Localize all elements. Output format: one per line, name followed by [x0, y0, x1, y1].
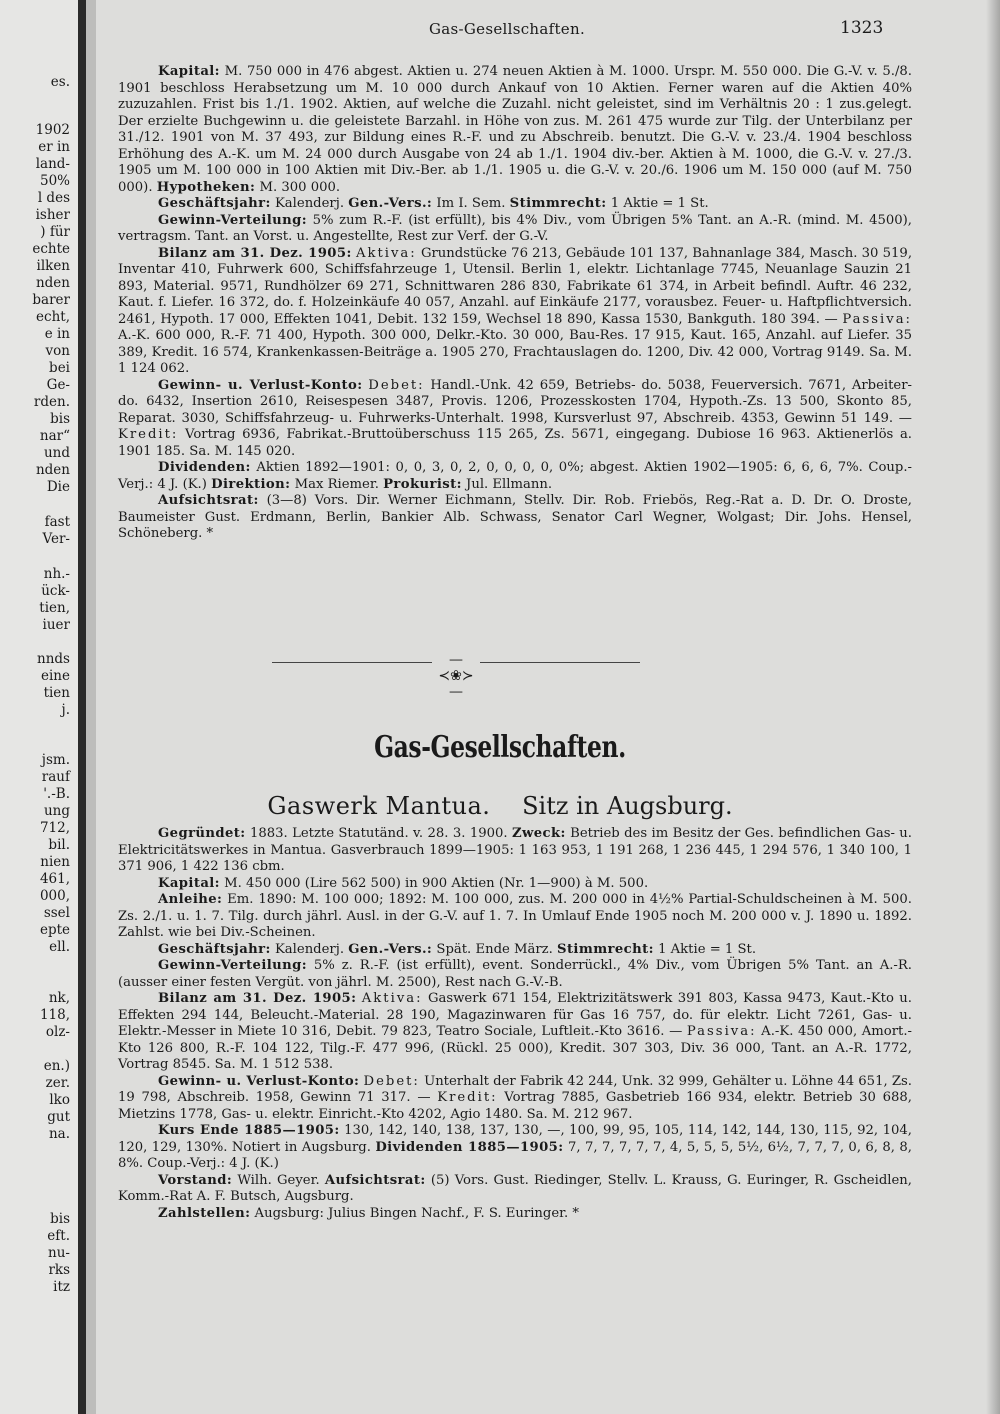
previous-page-fragment: 000, — [39, 888, 70, 904]
previous-page-fragment: na. — [48, 1126, 70, 1142]
passiva-text: A.-K. 600 000, R.-F. 71 400, Hypoth. 300 000, Delkr.-Kto. 30 000, Bau-Res. 17 915, Kaut. 165, Anzahl. auf Liefer. 35 389, Kredit. 16 574, Krankenkassen-Beiträge a. 1905 270, Frachtauslagen do. 1200, Div. 42 000, Vortrag 9149. Sa. M. 1 124 062. — [118, 328, 912, 376]
previous-page-fragment: echt, — [36, 309, 70, 325]
previous-page-fragment: 50% — [39, 173, 70, 189]
previous-page-fragment: nnds — [37, 651, 70, 667]
previous-page-fragment: nien — [40, 854, 70, 870]
previous-page-fragment: 1902 — [35, 122, 70, 138]
dividenden-paragraph — [118, 460, 912, 493]
zweck-label: Zweck: — [511, 826, 566, 841]
aktiva-word: Aktiva: — [355, 245, 417, 261]
kredit-word: Kredit: — [118, 427, 179, 442]
zahlstellen-text: Augsburg: Julius Bingen Nachf., F. S. Euringer. * — [254, 1205, 579, 1221]
previous-page-fragment: eft. — [47, 1228, 70, 1244]
previous-page-fragment: bis — [50, 411, 70, 427]
prokurist-label: Prokurist: — [383, 476, 462, 492]
section-heading: Gas-Gesellschaften. — [374, 730, 626, 765]
debet-text: Unterhalt der Fabrik 42 244, Unk. 32 999, Gehälter u. Löhne 44 651, Zs. 19 798, Abschreib. 1958, Gewinn 71 317. — — [118, 1073, 912, 1105]
geschaeftsjahr-label: Geschäftsjahr: — [158, 196, 271, 211]
geschaeftsjahr-label: Geschäftsjahr: — [158, 941, 271, 957]
previous-page-fragment: tien, — [39, 600, 70, 616]
gewinn-text: 5% z. R.-F. (ist erfüllt), event. Sonderrückl., 4% Div., vom Übrigen 5% Tant. an A.-R. (ausser einer festen Vergüt. von jährl. M. 2500), Rest nach G.-V.-B. — [118, 958, 912, 990]
company-heading — [96, 792, 904, 820]
genvers-text: Spät. Ende März. — [436, 941, 553, 957]
aufsichtsrat-label: Aufsichtsrat: — [324, 1172, 426, 1188]
previous-page-fragment: ilken — [36, 258, 70, 274]
guv-label: Gewinn- u. Verlust-Konto: — [158, 377, 363, 393]
previous-page-fragment: und — [43, 445, 70, 461]
anleihe-text: Em. 1890: M. 100 000; 1892: M. 100 000, zus. M. 200 000 in 4½% Partial-Schuldscheinen à M. 500. Zs. 2./1. u. 1. 7. Tilg. durch jährl. Ausl. in der G.-V. auf 1. 7. In Umlauf Ende 1905 noch M. 200 000 v. J. 1890 u. 1892. Zahlst. wie bei Div.-Scheinen. — [118, 892, 912, 940]
upper-entry — [118, 64, 912, 543]
prokurist-text: Jul. Ellmann. — [466, 476, 553, 492]
previous-page-fragment: Die — [46, 479, 70, 495]
kapital-paragraph — [118, 64, 912, 196]
geschaeftsjahr-paragraph — [118, 196, 912, 213]
previous-page-fragment: gut — [47, 1109, 70, 1125]
company-name: Gaswerk Mantua. — [267, 792, 491, 820]
scan-shadow — [986, 0, 1000, 1414]
aktiva-text: Gaswerk 671 154, Elektrizitätswerk 391 803, Kassa 9473, Kaut.-Kto u. Effekten 294 144, Beleucht.-Material. 28 190, Magazinwaren für Gas 16 757, do. für elektr. Licht 7261, Gas- u. Elektr.-Messer in Miete 10 316, Debit. 79 823, Teatro Sociale, Luftleit.-Kto 3616. — — [118, 991, 912, 1039]
zahlstellen-paragraph — [118, 1206, 912, 1223]
previous-page-fragment: er in — [38, 139, 70, 155]
running-header: Gas-Gesellschaften. — [429, 20, 586, 38]
previous-page-fragment: zer. — [45, 1075, 70, 1091]
company-seat: Sitz in Augsburg. — [522, 792, 733, 820]
genvers-text: Im I. Sem. — [436, 196, 506, 211]
aktiva-word: Aktiva: — [361, 991, 423, 1006]
gegruendet-paragraph — [118, 826, 912, 876]
kredit-text: Vortrag 6936, Fabrikat.-Bruttoüberschuss 115 265, Zs. 5671, eingegang. Dubiose 16 963. Aktienerlös a. 1901 185. Sa. M. 145 020. — [118, 427, 912, 459]
debet-word: Debet: — [368, 377, 425, 393]
passiva-word: Passiva: — [842, 311, 912, 327]
previous-page-fragment: es. — [50, 74, 70, 90]
previous-page-fragment: '.-B. — [43, 786, 70, 802]
previous-page-fragment: isher — [35, 207, 70, 223]
previous-page-fragment: bis — [50, 1211, 70, 1227]
previous-page-fragment: en.) — [43, 1058, 70, 1074]
dividenden-text: Aktien 1892—1901: 0, 0, 3, 0, 2, 0, 0, 0, 0, 0%; abgest. Aktien 1902—1905: 6, 6, 6, 7%. Coup.-Verj.: 4 J. (K.) — [118, 460, 912, 492]
previous-page-fragment: j. — [61, 702, 70, 718]
zahlstellen-label: Zahlstellen: — [158, 1205, 251, 1221]
previous-page-fragment: 118, — [39, 1007, 70, 1023]
kredit-text: Vortrag 7885, Gasbetrieb 166 934, elektr. Betrieb 30 688, Mietzins 1778, Gas- u. elektr. Einricht.-Kto 4202, Agio 1480. Sa. M. 212 967. — [118, 1090, 912, 1122]
aufsichtsrat-text: (5) Vors. Gust. Riedinger, Stellv. L. Krauss, G. Euringer, R. Gscheidlen, Komm.-Rat A. F. Butsch, Augsburg. — [118, 1172, 912, 1204]
dividenden-label: Dividenden: — [158, 460, 251, 475]
previous-page-fragment: eine — [41, 668, 70, 684]
previous-page-fragment: jsm. — [41, 752, 70, 768]
previous-page-fragment: echte — [32, 241, 70, 257]
aufsichtsrat-text: (3—8) Vors. Dir. Werner Eichmann, Stellv. Dir. Rob. Friebös, Reg.-Rat a. D. Dr. O. Droste, Baumeister Gust. Erdmann, Berlin, Bankier Alb. Schwass, Senator Carl Wegner, Wolgast; Dir. Johs. Hensel, Schöneberg. * — [118, 493, 912, 541]
stimmrecht-label: Stimmrecht: — [509, 196, 607, 211]
divider-ornament: —≺❀≻— — [438, 652, 474, 700]
kredit-word: Kredit: — [437, 1090, 498, 1105]
anleihe-label: Anleihe: — [158, 892, 223, 907]
previous-page-fragment: ung — [43, 803, 70, 819]
previous-page-fragment: nden — [35, 462, 70, 478]
page-edge — [86, 0, 96, 1414]
guv-paragraph — [118, 1074, 912, 1124]
previous-page-fragment: e in — [44, 326, 70, 342]
geschaeftsjahr-paragraph — [118, 942, 912, 959]
gegruendet-text: 1883. Letzte Statutänd. v. 28. 3. 1900. — [249, 826, 508, 841]
previous-page-fragment: ) für — [40, 224, 70, 240]
previous-page-fragment: ssel — [43, 905, 70, 921]
debet-word: Debet: — [363, 1073, 420, 1089]
book-gutter — [78, 0, 86, 1414]
gewinn-text: 5% zum R.-F. (ist erfüllt), bis 4% Div., vom Übrigen 5% Tant. an A.-R. (mind. M. 4500), vertragsm. Tant. an Vorst. u. Angestellte, Rest zur Verf. der G.-V. — [118, 212, 912, 244]
bilanz-label: Bilanz am 31. Dez. 1905: — [158, 245, 352, 261]
hypotheken-label: Hypotheken: — [156, 179, 256, 195]
kurs-paragraph — [118, 1123, 912, 1173]
kapital-text: M. 750 000 in 476 abgest. Aktien u. 274 neuen Aktien à M. 1000. Urspr. M. 550 000. Die G.-V. v. 5./8. 1901 beschloss Herabsetzung um M. 10 000 durch Ankauf von 10 Aktien. Ferner waren auf die Aktien 40% zuzuzahlen. Frist bis 1./1. 1902. Aktien, auf welche die Zuzahl. nicht geleistet, sind im Verhältnis 20 : 1 zus.gelegt. Der erzielte Buchgewinn u. die geleistete Barzahl. in Höhe von zus. M. 261 475 wurde zur Tilg. der Unterbilanz per 31./12. 1901 von M. 37 493, zur Bildung eines R.-F. und zu Abschreib. benutzt. Die G.-V. v. 23./4. 1904 beschloss Erhöhung des A.-K. um M. 24 000 durch Ausgabe von 24 ab 1./1. 1904 div.-ber. Aktien à M. 1000, die G.-V. v. 27./3. 1905 um M. 100 000 in 100 Aktien mit Div.-Ber. ab 1./1. 1905 u. die G.-V. v. 20./6. 1906 um M. 150 000 (auf M. 750 000). — [118, 64, 912, 195]
previous-page-fragment: nh.- — [43, 566, 70, 582]
previous-page-fragment: ell. — [49, 939, 70, 955]
vorstand-paragraph — [118, 1173, 912, 1206]
previous-page-fragment: rauf — [41, 769, 70, 785]
previous-page-fragment: 461, — [39, 871, 70, 887]
debet-text: Handl.-Unk. 42 659, Betriebs- do. 5038, Feuerversich. 7671, Arbeiter- do. 6432, Insertion 2610, Reisespesen 3487, Provis. 1206, Prozesskosten 1704, Hypoth.-Zs. 13 500, Skonto 85, Reparat. 3030, Schiffsfahrzeug- u. Fuhrwerks-Unterhalt. 1998, Kursverlust 97, Abschreib. 4353, Gewinn 51 149. — — [118, 377, 912, 426]
kurs-text: 130, 142, 140, 138, 137, 130, —, 100, 99, 95, 105, 114, 142, 144, 130, 115, 92, 104, 120, 129, 130%. Notiert in Augsburg. — [118, 1123, 912, 1155]
section-divider — [272, 652, 640, 700]
guv-label: Gewinn- u. Verlust-Konto: — [158, 1073, 360, 1089]
previous-page-column — [0, 0, 78, 1414]
previous-page-fragment: olz- — [45, 1024, 70, 1040]
divider-rule-right — [480, 662, 640, 663]
previous-page-fragment: Ver- — [42, 531, 70, 547]
geschaeftsjahr-text: Kalenderj. — [274, 941, 345, 957]
previous-page-fragment: land- — [35, 156, 70, 172]
previous-page-fragment: bil. — [48, 837, 70, 853]
gewinn-paragraph — [118, 958, 912, 991]
dividenden-label: Dividenden 1885—1905: — [375, 1139, 564, 1155]
previous-page-fragment: von — [45, 343, 70, 359]
kapital-text: M. 450 000 (Lire 562 500) in 900 Aktien (Nr. 1—900) à M. 500. — [224, 875, 649, 891]
stimmrecht-text: 1 Aktie = 1 St. — [658, 941, 757, 957]
geschaeftsjahr-text: Kalenderj. — [274, 196, 345, 211]
previous-page-fragment: nden — [35, 275, 70, 291]
previous-page-fragment: l des — [37, 190, 70, 206]
stimmrecht-text: 1 Aktie = 1 St. — [610, 196, 709, 211]
vorstand-label: Vorstand: — [158, 1172, 233, 1188]
previous-page-fragment: epte — [39, 922, 70, 938]
kurs-label: Kurs Ende 1885—1905: — [158, 1123, 340, 1138]
zweck-text: Betrieb des im Besitz der Ges. befindlichen Gas- u. Elektricitätswerkes in Mantua. Gasverbrauch 1899—1905: 1 163 953, 1 191 268, 1 236 445, 1 294 576, 1 340 100, 1 371 906, 1 422 136 cbm. — [118, 826, 912, 874]
gegruendet-label: Gegründet: — [158, 826, 246, 841]
previous-page-fragment: barer — [32, 292, 70, 308]
previous-page-fragment: lko — [49, 1092, 70, 1108]
direktion-label: Direktion: — [211, 476, 291, 492]
dividenden-text: 7, 7, 7, 7, 7, 7, 4, 5, 5, 5, 5½, 6½, 7, 7, 7, 0, 6, 8, 8, 8%. Coup.-Verj.: 4 J. (K.) — [118, 1139, 912, 1171]
passiva-text: A.-K. 450 000, Amort.-Kto 126 800, R.-F. 104 122, Tilg.-F. 477 996, (Rückl. 25 000), Kredit. 307 303, Div. 36 000, Tant. an A.-R. 1772, Vortrag 8545. Sa. M. 1 512 538. — [118, 1024, 912, 1072]
previous-page-fragment: tien — [43, 685, 70, 701]
genvers-label: Gen.-Vers.: — [348, 941, 433, 957]
stimmrecht-label: Stimmrecht: — [557, 941, 654, 957]
page — [96, 0, 1000, 1414]
kapital-label: Kapital: — [158, 64, 220, 79]
previous-page-fragment: rks — [48, 1262, 70, 1278]
divider-rule-left — [272, 662, 432, 663]
previous-page-fragment: 712, — [39, 820, 70, 836]
aufsichtsrat-label: Aufsichtsrat: — [158, 493, 259, 508]
anleihe-paragraph — [118, 892, 912, 942]
previous-page-fragment: nu- — [48, 1245, 70, 1261]
bilanz-paragraph — [118, 246, 912, 378]
guv-paragraph — [118, 378, 912, 461]
previous-page-fragment: nar“ — [39, 428, 70, 444]
kapital-label: Kapital: — [158, 875, 220, 891]
direktion-text: Max Riemer. — [294, 476, 379, 492]
gewinn-paragraph — [118, 213, 912, 246]
bilanz-label: Bilanz am 31. Dez. 1905: — [158, 991, 357, 1006]
page-number: 1323 — [840, 18, 884, 38]
passiva-word: Passiva: — [686, 1024, 757, 1039]
gewinn-label: Gewinn-Verteilung: — [158, 212, 308, 228]
vorstand-text: Wilh. Geyer. — [237, 1172, 320, 1188]
company-entry — [118, 826, 912, 1222]
kapital-paragraph — [118, 876, 912, 893]
previous-page-fragment: ück- — [41, 583, 70, 599]
previous-page-fragment: itz — [53, 1279, 70, 1295]
previous-page-fragment: nk, — [48, 990, 70, 1006]
gewinn-label: Gewinn-Verteilung: — [158, 958, 308, 973]
aufsichtsrat-paragraph — [118, 493, 912, 543]
previous-page-fragment: iuer — [42, 617, 70, 633]
previous-page-fragment: fast — [44, 514, 70, 530]
hypotheken-text: M. 300 000. — [259, 179, 341, 195]
previous-page-fragment: Ge- — [46, 377, 70, 393]
bilanz-paragraph — [118, 991, 912, 1074]
previous-page-fragment: bei — [49, 360, 70, 376]
genvers-label: Gen.-Vers.: — [348, 196, 433, 211]
aktiva-text: Grundstücke 76 213, Gebäude 101 137, Bahnanlage 384, Masch. 30 519, Inventar 410, Fuhrwerk 600, Schiffsfahrzeuge 1, Utensil. Berlin 1, elektr. Lichtanlage 7745, Neuanlage Sauzin 21 893, Material. 9571, Rundhölzer 69 271, Schnittwaren 286 830, Fabrikate 61 374, in Arbeit befindl. Auftr. 46 232, Kaut. f. Liefer. 16 372, do. f. Holzeinkäufe 40 057, Anzahl. auf Einkäufe 2177, vorausbez. Feuer- u. Haftpflichtversich. 2461, Hypoth. 17 000, Effekten 1041, Debit. 132 159, Wechsel 18 890, Kassa 1530, Bankguth. 180 394. — — [118, 245, 913, 327]
previous-page-fragment: rden. — [33, 394, 70, 410]
